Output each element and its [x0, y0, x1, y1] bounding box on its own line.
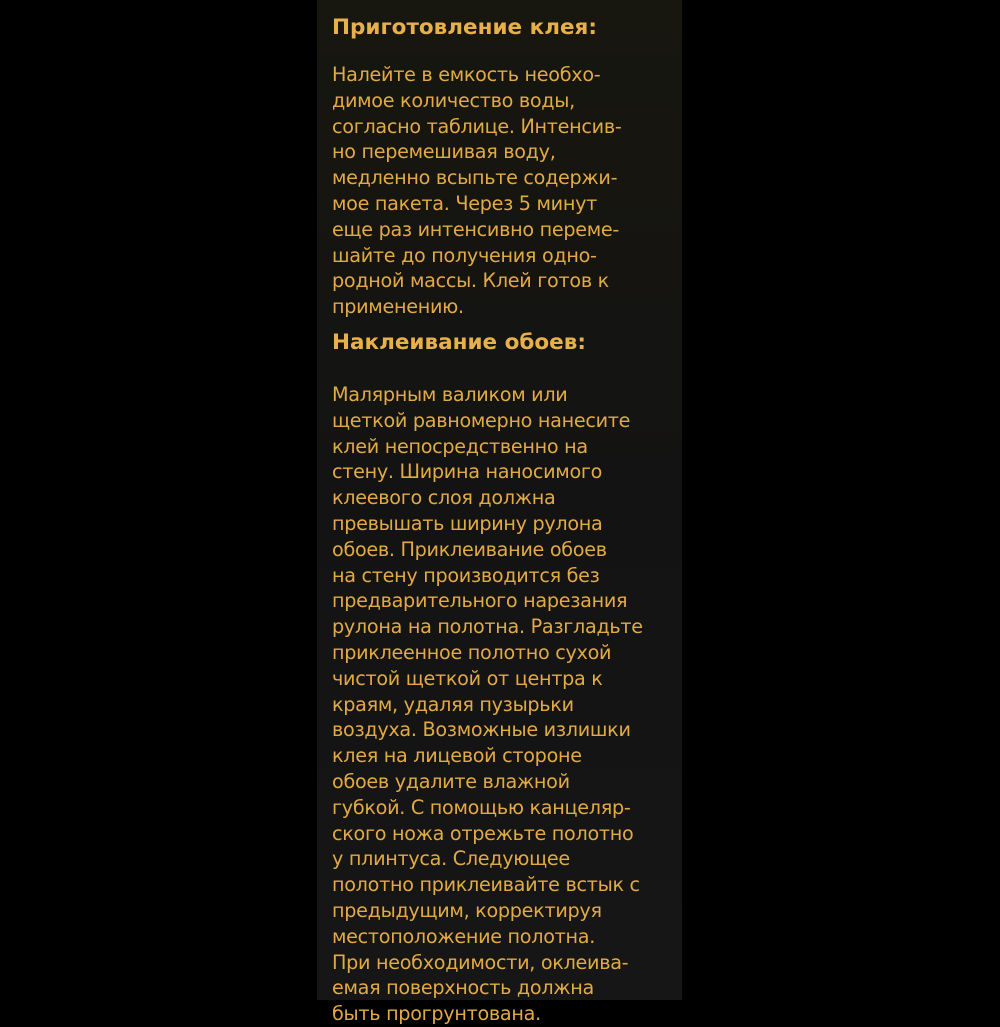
text-line: клеевого слоя должна [332, 486, 556, 510]
text-line: чистой щеткой от центра к [332, 666, 603, 690]
text-line: родной массы. Клей готов к [332, 269, 609, 293]
text-line: Малярным валиком или [332, 383, 568, 406]
text-line: на стену производится без [332, 563, 600, 587]
text-line: краям, удаляя пузырьки [332, 692, 574, 716]
text-line: но перемешивая воду, [332, 140, 556, 164]
text-line: щеткой равномерно нанесите [332, 408, 631, 432]
text-line: Налейте в емкость необхо- [332, 63, 601, 86]
text-line: обоев удалите влажной [332, 769, 570, 793]
text-line: рулона на полотна. Разгладьте [332, 615, 643, 639]
paragraph-wallpaper-hanging [332, 382, 643, 1027]
text-line: предыдущим, корректируя [332, 898, 602, 922]
text-line: ского ножа отрежьте полотно [332, 821, 634, 845]
paragraph-glue-preparation [332, 62, 621, 320]
text-line: димое количество воды, [332, 88, 575, 112]
text-line: медленно всыпьте содержи- [332, 166, 618, 190]
text-line: применению. [332, 295, 464, 319]
text-line: полотно приклеивайте встык с [332, 873, 640, 897]
text-line: еще раз интенсивно переме- [332, 217, 620, 241]
text-line: стену. Ширина наносимого [332, 460, 603, 484]
text-line: обоев. Приклеивание обоев [332, 537, 607, 561]
heading-glue-preparation: Приготовление клея: [332, 15, 597, 40]
text-line: При необходимости, оклеива- [332, 950, 629, 974]
text-line: превышать ширину рулона [332, 511, 603, 535]
text-line: быть прогрунтована. [332, 1002, 541, 1026]
text-line: предварительного нарезания [332, 589, 628, 613]
text-line: шайте до получения одно- [332, 243, 597, 267]
text-line: емая поверхность должна [332, 976, 594, 1000]
text-line: у плинтуса. Следующее [332, 847, 570, 871]
heading-wallpaper-hanging: Наклеивание обоев: [332, 330, 586, 355]
text-line: клея на лицевой стороне [332, 744, 582, 768]
text-line: местоположение полотна. [332, 924, 596, 948]
text-line: губкой. С помощью канцеляр- [332, 795, 631, 819]
text-line: мое пакета. Через 5 минут [332, 191, 598, 215]
text-line: приклеенное полотно сухой [332, 640, 612, 664]
text-line: согласно таблице. Интенсив- [332, 114, 622, 138]
text-line: клей непосредственно на [332, 434, 588, 458]
text-line: воздуха. Возможные излишки [332, 718, 631, 742]
